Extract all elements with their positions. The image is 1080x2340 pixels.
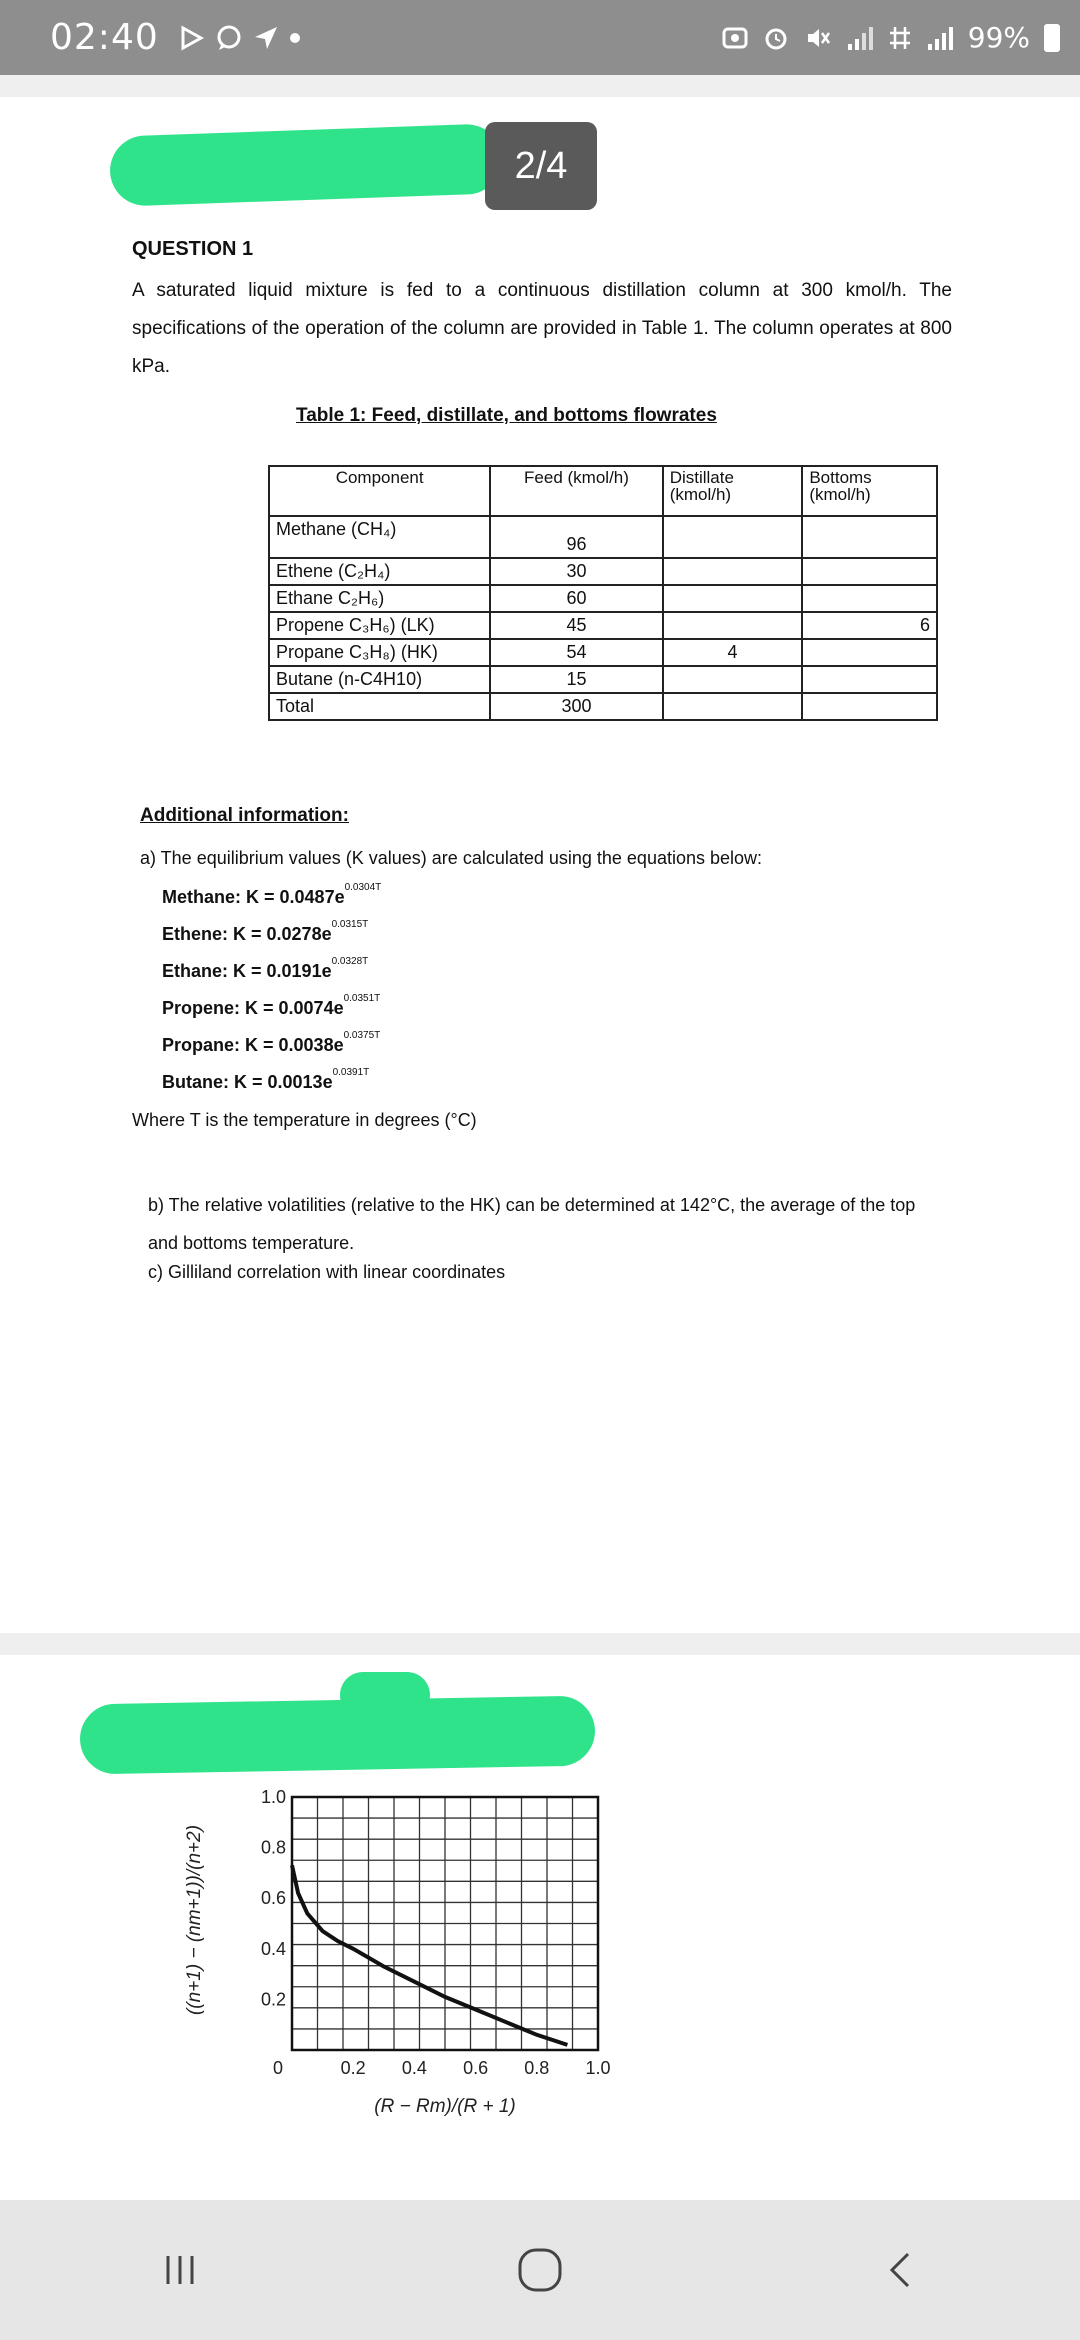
- table-cell: 4: [663, 639, 803, 666]
- x-tick-label: 0.4: [401, 2058, 427, 2078]
- table-cell: 15: [490, 666, 662, 693]
- series-line: [292, 1865, 567, 2045]
- x-tick-label: 1.0: [585, 2058, 611, 2078]
- equation-exponent: 0.0351T: [343, 993, 381, 1004]
- navigation-bar: [0, 2200, 1080, 2340]
- table-cell: Ethene (C₂H₄): [269, 558, 490, 585]
- table-header: Component: [269, 466, 490, 516]
- equation-exponent: 0.0375T: [343, 1030, 381, 1041]
- recent-apps-icon: [160, 2252, 200, 2288]
- y-tick-label: 0.4: [260, 1938, 286, 1959]
- table-cell: 300: [490, 693, 662, 720]
- equation-text: Propene: K = 0.0074e: [162, 998, 344, 1018]
- x-tick-label: 0.2: [340, 2058, 366, 2078]
- equation-text: Ethene: K = 0.0278e: [162, 924, 332, 944]
- x-tick-label: 0: [272, 2058, 284, 2078]
- table-cell: 60: [490, 585, 662, 612]
- home-button[interactable]: [500, 2230, 580, 2310]
- table-cell: 45: [490, 612, 662, 639]
- item-a-text: a) The equilibrium values (K values) are calculated using the equations below:: [140, 848, 763, 868]
- battery-percent: 99%: [967, 21, 1030, 54]
- table-cell: 96: [490, 516, 662, 558]
- item-c-text: c) Gilliland correlation with linear coordinates: [148, 1262, 506, 1282]
- back-icon: [880, 2248, 920, 2292]
- home-icon: [512, 2242, 568, 2298]
- equation-text: Butane: K = 0.0013e: [162, 1072, 333, 1092]
- y-tick-label: 0.2: [260, 1989, 286, 2010]
- table-cell: Propane C₃H₈) (HK): [269, 639, 490, 666]
- additional-info-title: Additional information:: [140, 805, 349, 826]
- back-button[interactable]: [860, 2230, 940, 2310]
- recent-apps-button[interactable]: [140, 2230, 220, 2310]
- table-cell: Ethane C₂H₆): [269, 585, 490, 612]
- where-text: Where T is the temperature in degrees (°C): [132, 1110, 477, 1130]
- x-tick-label: 0.8: [524, 2058, 550, 2078]
- question-body: A saturated liquid mixture is fed to a continuous distillation column at 300 kmol/h. The specifications of the operation of the column are provided in Table 1. The column operates at 800 kPa.: [132, 280, 952, 377]
- equation-text: Methane: K = 0.0487e: [162, 887, 345, 907]
- table-cell: Butane (n-C4H10): [269, 666, 490, 693]
- table-header: Bottoms (kmol/h): [802, 466, 937, 516]
- equation-text: Ethane: K = 0.0191e: [162, 961, 332, 981]
- equation-exponent: 0.0391T: [332, 1067, 370, 1078]
- table-header: Feed (kmol/h): [490, 466, 662, 516]
- table-cell: Propene C₃H₆) (LK): [269, 612, 490, 639]
- equation-exponent: 0.0315T: [331, 919, 369, 930]
- y-tick-label: 0.6: [260, 1888, 286, 1909]
- y-tick-label: 1.0: [260, 1787, 286, 1807]
- table-cell: 6: [802, 612, 937, 639]
- table-header: Distillate (kmol/h): [663, 466, 803, 516]
- equation-exponent: 0.0304T: [344, 882, 382, 893]
- equation-text: Propane: K = 0.0038e: [162, 1035, 344, 1055]
- table-caption: Table 1: Feed, distillate, and bottoms flowrates: [296, 405, 717, 426]
- item-b-text: b) The relative volatilities (relative to the HK) can be determined at 142°C, the average of the top and bottoms temperature.: [148, 1195, 916, 1253]
- x-axis-label: (R − Rm)/(R + 1): [374, 2096, 516, 2117]
- page-indicator: 2/4: [485, 122, 597, 210]
- equation-exponent: 0.0328T: [331, 956, 369, 967]
- table-cell: 54: [490, 639, 662, 666]
- y-axis-label: ((n+1) − (nm+1))/(n+2): [184, 1824, 205, 2016]
- status-time: 02:40: [50, 17, 159, 58]
- table-cell: Total: [269, 693, 490, 720]
- table-cell: Methane (CH₄): [269, 516, 490, 558]
- table-cell: 30: [490, 558, 662, 585]
- x-tick-label: 0.6: [463, 2058, 489, 2078]
- y-tick-label: 0.8: [260, 1837, 286, 1858]
- question-title: QUESTION 1: [132, 238, 254, 260]
